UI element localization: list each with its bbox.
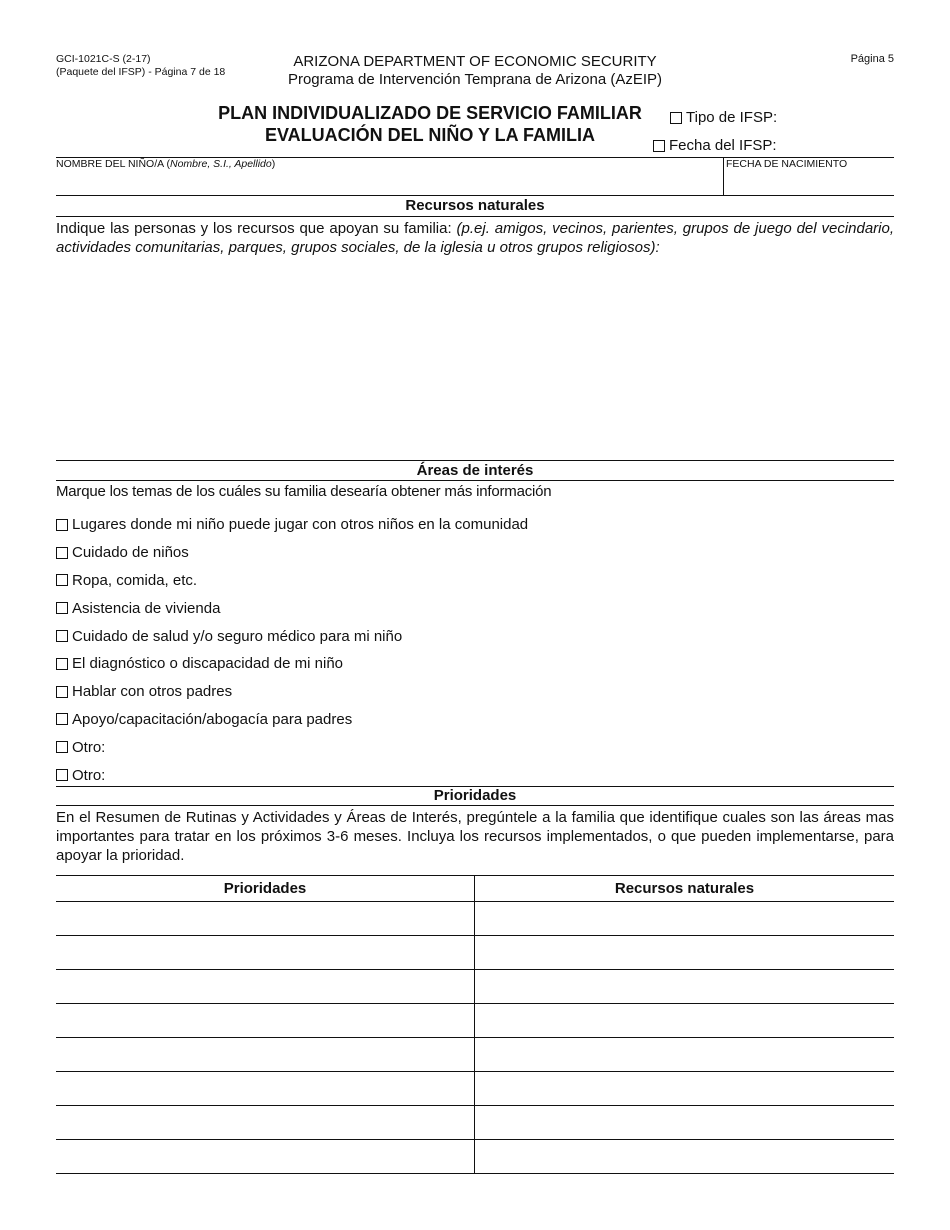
- divider: [723, 157, 724, 195]
- interest-item-other: Otro:: [56, 761, 528, 789]
- divider: [56, 480, 894, 481]
- child-name-label: NOMBRE DEL NIÑO/A (Nombre, S.I., Apellido): [56, 158, 276, 170]
- title-line-2: EVALUACIÓN DEL NIÑO Y LA FAMILIA: [264, 125, 596, 145]
- natural-resources-prompt: Indique las personas y los recursos que apoyan su familia: (p.ej. amigos, vecinos, parientes, grupos de juego del vecindario, actividades comunitarias, parques, grupos sociales, de la iglesia u otros grupos religiosos):: [56, 220, 895, 256]
- resource-cell[interactable]: [475, 1004, 895, 1038]
- packet-info: (Paquete del IFSP) - Página 7 de 18: [56, 66, 226, 78]
- resource-cell[interactable]: [475, 1106, 895, 1140]
- table-row: [56, 1038, 894, 1072]
- resource-cell[interactable]: [475, 970, 895, 1004]
- interest-item: Apoyo/capacitación/abogacía para padres: [56, 706, 528, 734]
- program-name: Programa de Intervención Temprana de Arizona (AzEIP): [287, 71, 663, 88]
- divider: [56, 805, 894, 806]
- table-row: [56, 902, 894, 936]
- agency-name: ARIZONA DEPARTMENT OF ECONOMIC SECURITY: [293, 53, 657, 70]
- priority-cell[interactable]: [56, 936, 475, 970]
- interest-item: Asistencia de vivienda: [56, 594, 528, 622]
- resource-cell[interactable]: [475, 936, 895, 970]
- child-name-hint: Nombre, S.I., Apellido: [169, 158, 272, 170]
- interest-item: Cuidado de salud y/o seguro médico para mi niño: [56, 622, 528, 650]
- agency-block: [255, 53, 695, 89]
- form-code: GCI-1021C-S (2-17): [56, 53, 151, 65]
- interest-checkbox[interactable]: [56, 741, 68, 753]
- dob-label: FECHA DE NACIMIENTO: [726, 158, 848, 170]
- table-row: [56, 1106, 894, 1140]
- interest-checkbox[interactable]: [56, 547, 68, 559]
- interests-checklist: [56, 511, 528, 789]
- table-row: [56, 936, 894, 970]
- resource-cell[interactable]: [475, 1140, 895, 1174]
- priority-cell[interactable]: [56, 1106, 475, 1140]
- interest-checkbox[interactable]: [56, 769, 68, 781]
- interests-prompt: Marque los temas de los cuáles su familia desearía obtener más información: [56, 483, 552, 500]
- table-header-row: [56, 876, 894, 902]
- interest-checkbox[interactable]: [56, 574, 68, 586]
- priority-cell[interactable]: [56, 1140, 475, 1174]
- table-row: [56, 970, 894, 1004]
- resource-cell[interactable]: [475, 1038, 895, 1072]
- resource-cell[interactable]: [475, 1072, 895, 1106]
- priorities-instructions: En el Resumen de Rutinas y Actividades y Áreas de Interés, pregúntele a la familia que identifique cuales son las áreas mas importantes para tratar en los próximos 3-6 meses. Incluya los recursos implementados, o que pueden implementarse, para apoyar la prioridad.: [56, 809, 894, 864]
- interests-heading: Áreas de interés: [416, 462, 534, 479]
- divider: [56, 460, 894, 461]
- interest-checkbox[interactable]: [56, 686, 68, 698]
- page-number: Página 5: [850, 53, 894, 65]
- interest-item-other: Otro:: [56, 733, 528, 761]
- divider: [56, 195, 894, 196]
- resource-cell[interactable]: [475, 902, 895, 936]
- resources-column-header: Recursos naturales: [475, 876, 895, 902]
- ifsp-type-label: Tipo de IFSP:: [686, 109, 778, 126]
- table-row: [56, 1072, 894, 1106]
- ifsp-date-field: [653, 137, 777, 154]
- priority-cell[interactable]: [56, 1004, 475, 1038]
- child-name-field[interactable]: [56, 170, 720, 194]
- form-code-block: [56, 53, 225, 79]
- priorities-column-header: Prioridades: [56, 876, 475, 902]
- priorities-heading: Prioridades: [433, 787, 517, 804]
- natural-resources-examples: (p.ej. amigos, vecinos, parientes, grupos de juego del vecindario, actividades comunitarias, parques, grupos sociales, de la iglesia u otros grupos religiosos):: [56, 220, 895, 256]
- natural-resources-field[interactable]: [56, 260, 894, 456]
- priority-cell[interactable]: [56, 1038, 475, 1072]
- interest-item: Hablar con otros padres: [56, 678, 528, 706]
- ifsp-type-checkbox[interactable]: [670, 112, 682, 124]
- interest-checkbox[interactable]: [56, 713, 68, 725]
- priorities-table: [56, 875, 894, 1174]
- interest-item: Lugares donde mi niño puede jugar con otros niños en la comunidad: [56, 511, 528, 539]
- ifsp-type-field: [670, 109, 777, 126]
- interest-item: Ropa, comida, etc.: [56, 567, 528, 595]
- priority-cell[interactable]: [56, 902, 475, 936]
- natural-resources-heading: Recursos naturales: [405, 197, 545, 214]
- priority-cell[interactable]: [56, 970, 475, 1004]
- interest-checkbox[interactable]: [56, 602, 68, 614]
- title-line-1: PLAN INDIVIDUALIZADO DE SERVICIO FAMILIAR: [218, 103, 642, 123]
- ifsp-date-checkbox[interactable]: [653, 140, 665, 152]
- dob-field[interactable]: [726, 170, 892, 194]
- form-title: [190, 102, 670, 146]
- interest-checkbox[interactable]: [56, 519, 68, 531]
- table-row: [56, 1004, 894, 1038]
- interest-item: El diagnóstico o discapacidad de mi niño: [56, 650, 528, 678]
- interest-checkbox[interactable]: [56, 658, 68, 670]
- interest-checkbox[interactable]: [56, 630, 68, 642]
- ifsp-date-label: Fecha del IFSP:: [669, 137, 777, 154]
- priority-cell[interactable]: [56, 1072, 475, 1106]
- table-row: [56, 1140, 894, 1174]
- interest-item: Cuidado de niños: [56, 539, 528, 567]
- divider: [56, 216, 894, 217]
